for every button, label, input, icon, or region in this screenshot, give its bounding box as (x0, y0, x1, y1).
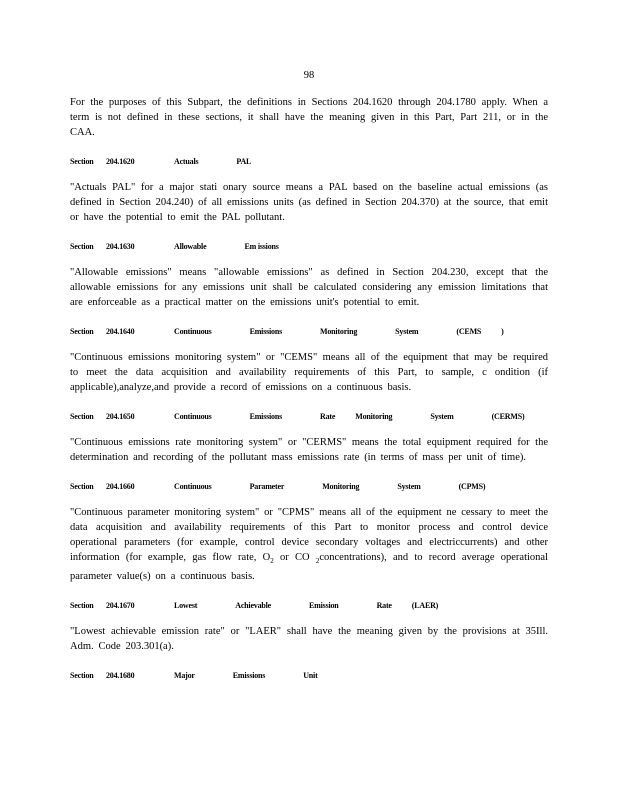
section-word: Rate (320, 412, 336, 421)
section-word: Monitoring (320, 327, 358, 336)
section-word: System (397, 482, 421, 491)
page-content (70, 95, 548, 680)
section-number: 204.1680 (106, 671, 135, 681)
section-label: Section (70, 157, 94, 166)
paragraph-laer: "Lowest achievable emission rate" or "LAER" shall have the meaning given by the provisions at 35Ill. Adm. Code 203.301(a). (70, 626, 548, 653)
paragraph-allowable-emissions: "Allowable emissions" means "allowable emissions" as defined in Section 204.230, except that the allowable emissions for any emissions unit shall be calculated considering any emission limitations that are enforceable as a practical matter on the emissions unit's potential to emit. (70, 267, 548, 308)
cpms-text-part3: concentrations), and to record average operational parameter value(s) on a continuous basis. (70, 552, 549, 583)
section-word: (CPMS) (458, 482, 486, 491)
section-word: (LAER) (411, 601, 439, 611)
section-word: (CEMS (456, 327, 482, 336)
section-heading-204-1680 (70, 671, 548, 680)
section-label: Section (70, 327, 94, 336)
paragraph-cerms: "Continuous emissions rate monitoring system" or "CERMS" means the total equipment required for the determination and recording of the pollutant mass emissions rate (in terms of mass per unit of time). (70, 437, 548, 463)
section-word: System (430, 412, 454, 421)
section-word: Monitoring (322, 482, 360, 491)
section-word: ) (501, 327, 504, 336)
section-label: Section (70, 412, 94, 421)
section-word: (CERMS) (491, 412, 525, 421)
section-word: Continuous (174, 482, 212, 491)
section-label: Section (70, 482, 94, 491)
cpms-subscript-1: 2 (270, 557, 274, 566)
section-word: Emissions (249, 412, 283, 421)
cpms-text-part2: or CO (273, 552, 316, 563)
section-heading-204-1620 (70, 157, 548, 166)
section-number: 204.1670 (106, 601, 135, 611)
paragraph-intro: For the purposes of this Subpart, the definitions in Sections 204.1620 through 204.1780 apply. When a term is not defined in these sections, it shall have the meaning given in this Part, Part 211, or in the CAA. (70, 97, 548, 138)
section-heading-204-1660 (70, 482, 548, 491)
section-label: Section (70, 671, 94, 681)
section-heading-204-1640 (70, 327, 548, 336)
section-word: Major (174, 671, 195, 681)
section-heading-204-1670 (70, 601, 548, 610)
section-word: Emissions (232, 671, 266, 681)
section-word: Continuous (174, 412, 212, 421)
section-word: PAL (236, 157, 252, 166)
section-word: Continuous (174, 327, 212, 336)
section-label: Section (70, 601, 94, 611)
section-word: Parameter (249, 482, 285, 491)
section-word: Allowable (174, 242, 207, 251)
section-heading-204-1630 (70, 242, 548, 251)
section-heading-204-1650 (70, 412, 548, 421)
section-number: 204.1630 (106, 242, 135, 251)
section-label: Section (70, 242, 94, 251)
cpms-subscript-2: 2 (315, 557, 320, 566)
section-word: Achievable (235, 601, 272, 611)
paragraph-cems: "Continuous emissions monitoring system" or "CEMS" means all of the equipment that may be required to meet the data acquisition and availability requirements of this Part, to sample, c ondition (if applicable),analyze,and provide a record of emissions on a continuous basis. (70, 352, 548, 393)
section-word: Emission (309, 601, 339, 611)
page-number: 98 (303, 70, 315, 81)
paragraph-cpms (70, 505, 548, 584)
section-word: Em issions (244, 242, 279, 251)
section-word: Unit (303, 671, 318, 681)
paragraph-actuals-pal: "Actuals PAL" for a major stati onary source means a PAL based on the baseline actual emissions (as defined in Section 204.240) of all emissions units (as defined in Section 204.370) at the source, that emit or have the potential to emit the PAL pollutant. (70, 182, 548, 223)
cpms-text-part1: "Continuous parameter monitoring system" or "CPMS" means all of the equipment ne cessary to meet the data acquisition and availability requirements of this Part to monitor process and control device operational parameters (for example, control device secondary voltages and electriccurrents) and other information (for example, gas flow rate, O (70, 507, 548, 563)
section-number: 204.1640 (106, 327, 135, 336)
section-word: Emissions (249, 327, 283, 336)
section-number: 204.1620 (106, 157, 135, 166)
section-word: Monitoring (355, 412, 393, 421)
section-word: Actuals (174, 157, 199, 166)
section-word: Rate (376, 601, 392, 611)
section-number: 204.1650 (106, 412, 135, 421)
section-word: System (395, 327, 419, 336)
section-word: Lowest (174, 601, 198, 611)
section-number: 204.1660 (106, 482, 135, 491)
